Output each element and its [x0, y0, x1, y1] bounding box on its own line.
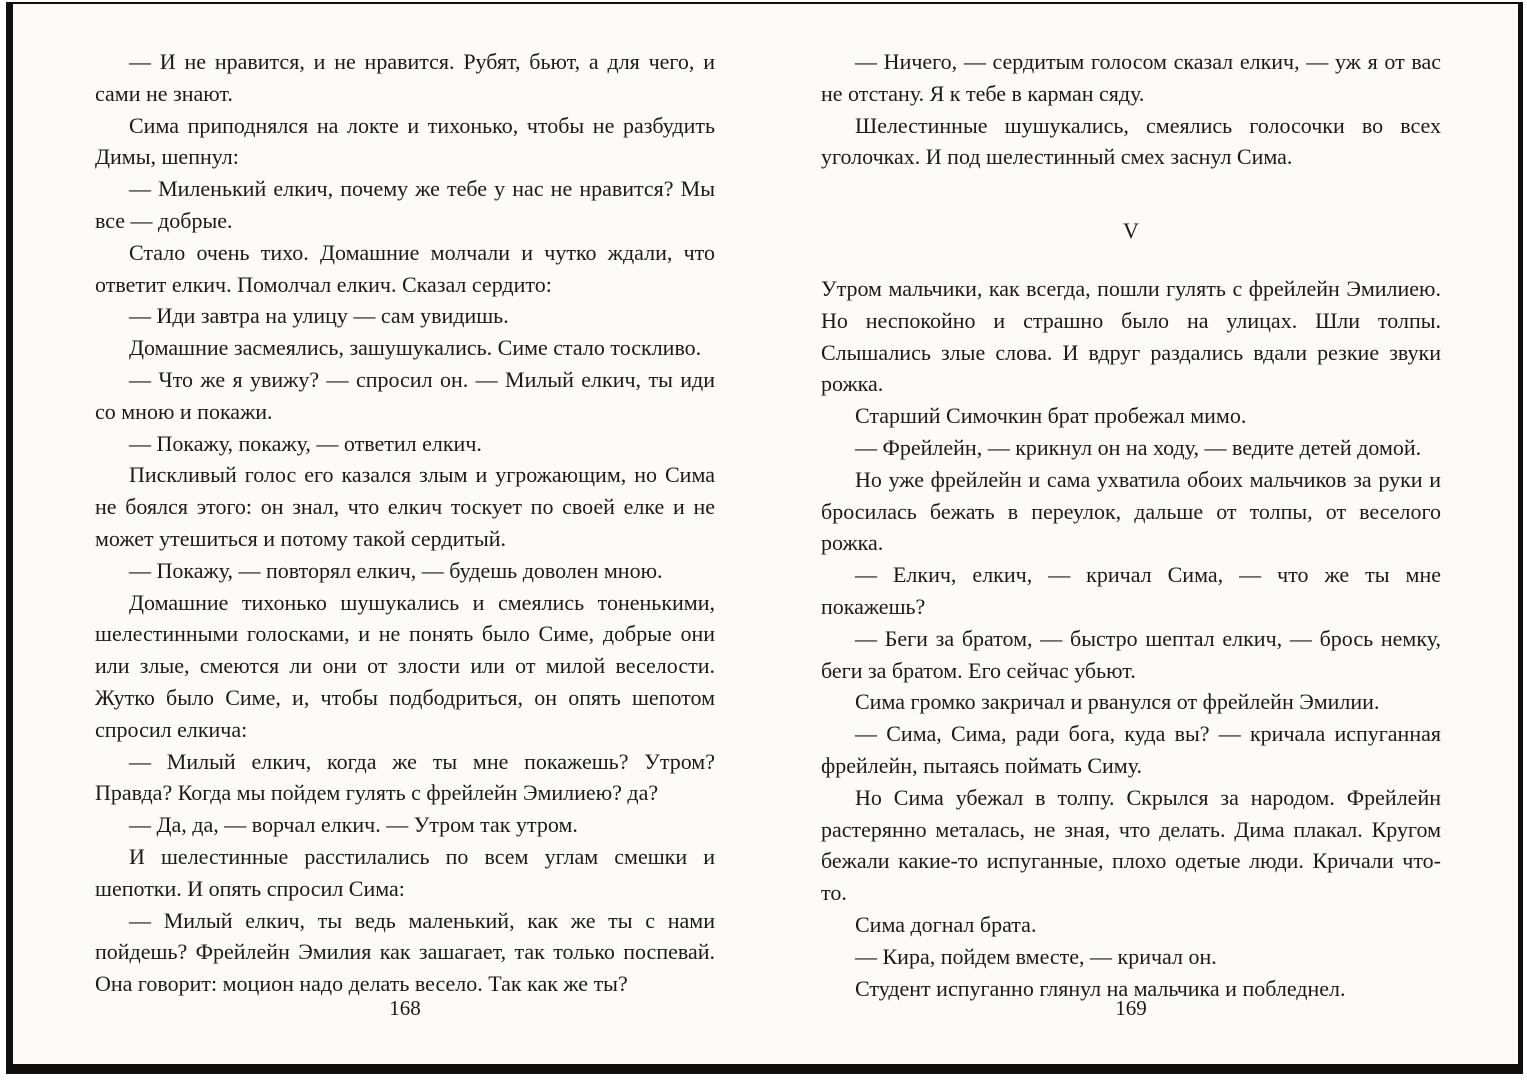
chapter-heading: V — [1123, 218, 1139, 244]
paragraph: Сима громко закричал и рванулся от фрейлейн Эмилии. — [855, 689, 1380, 715]
paragraph: Но Сима убежал в толпу. Скрылся за народом. Фрейлейн растерянно металась, не зная, что делать. Дима плакал. Кругом бежали какие-то испуганные, плохо одетые люди. Кричали что-то. — [821, 784, 1441, 906]
paragraph: — Милый елкич, когда же ты мне покажешь? Утром? Правда? Когда мы пойдем гулять с фрейлейн Эмилиею? да? — [95, 748, 715, 806]
paragraph: — Да, да, — ворчал елкич. — Утром так утром. — [129, 812, 578, 838]
paragraph: — Покажу, — повторял елкич, — будешь доволен мною. — [129, 557, 663, 583]
paragraph: Студент испуганно глянул на мальчика и побледнел. — [855, 975, 1346, 1001]
paragraph: Шелестинные шушукались, смеялись голосочки во всех уголочках. И под шелестинный смех заснул Сима. — [821, 112, 1441, 170]
paragraph: — Ничего, — сердитым голосом сказал елкич, — уж я от вас не отстану. Я к тебе в карман сяду. — [821, 49, 1441, 106]
right-page-text — [821, 46, 1441, 1004]
paragraph: Утром мальчики, как всегда, пошли гулять с фрейлейн Эмилиею. Но неспокойно и страшно было на улицах. Шли толпы. Слышались злые слова. И вдруг раздались вдали резкие звуки рожка. — [821, 275, 1441, 397]
paragraph: — Иди завтра на улицу — сам увидишь. — [129, 303, 509, 329]
left-page-number: 168 — [389, 996, 421, 1020]
paragraph: — Покажу, покажу, — ответил елкич. — [129, 430, 482, 456]
paragraph: — Миленький елкич, почему же тебе у нас не нравится? Мы все — добрые. — [95, 176, 715, 233]
paragraph: Домашние засмеялись, зашушукались. Симе стало тоскливо. — [129, 335, 702, 361]
paragraph: — И не нравится, и не нравится. Рубят, бьют, а для чего, и сами не знают. — [95, 49, 715, 106]
paragraph: Домашние тихонько шушукались и смеялись тоненькими, шелестинными голосками, и не понять было Симе, добрые они или злые, смеются ли они от злости или от милой веселости. Жутко было Симе, и, чтобы подбодриться, он опять шепотом спросил елкича: — [95, 589, 715, 742]
paragraph: — Что же я увижу? — спросил он. — Милый елкич, ты иди со мною и покажи. — [95, 366, 715, 424]
paragraph: Но уже фрейлейн и сама ухватила обоих мальчиков за руки и бросилась бежать в переулок, дальше от толпы, от веселого рожка. — [821, 466, 1441, 556]
paragraph: Сима догнал брата. — [855, 911, 1037, 937]
paragraph: Сима приподнялся на локте и тихонько, чтобы не разбудить Димы, шепнул: — [95, 112, 715, 170]
book-scan-frame — [6, 2, 1523, 1074]
paragraph: Стало очень тихо. Домашние молчали и чутко ждали, что ответит елкич. Помолчал елкич. Сказал сердито: — [95, 239, 715, 297]
right-page-number: 169 — [1115, 996, 1147, 1020]
paragraph: — Милый елкич, ты ведь маленький, как же ты с нами пойдешь? Фрейлейн Эмилия как зашагает, так только поспевай. Она говорит: моцион надо делать весело. Так как же ты? — [95, 907, 715, 997]
left-page-text — [95, 46, 715, 1000]
paragraph: — Елкич, елкич, — кричал Сима, — что же ты мне покажешь? — [821, 562, 1441, 619]
paragraph: — Кира, пойдем вместе, — кричал он. — [855, 943, 1217, 969]
paragraph: И шелестинные расстилались по всем углам смешки и шепотки. И опять спросил Сима: — [95, 843, 715, 901]
paragraph: — Фрейлейн, — крикнул он на ходу, — ведите детей домой. — [855, 434, 1422, 460]
paragraph: Старший Симочкин брат пробежал мимо. — [855, 403, 1247, 429]
paragraph: Пискливый голос его казался злым и угрожающим, но Сима не боялся этого: он знал, что елкич тоскует по своей елке и не может утешиться и потому такой сердитый. — [95, 462, 715, 551]
paragraph: — Беги за братом, — быстро шептал елкич, — брось немку, беги за братом. Его сейчас убьют. — [821, 625, 1441, 683]
paragraph: — Сима, Сима, ради бога, куда вы? — кричала испуганная фрейлейн, пытаясь поймать Симу. — [821, 721, 1441, 778]
